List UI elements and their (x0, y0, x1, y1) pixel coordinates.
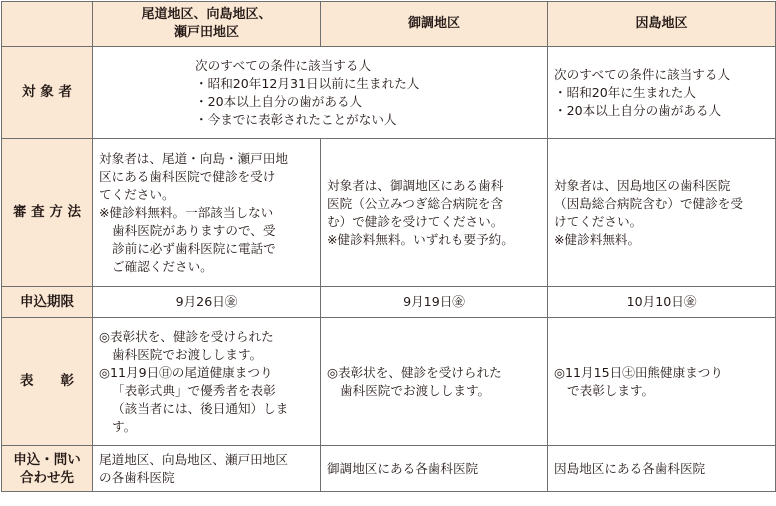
target-line: ・昭和20年に生まれた人 (554, 84, 696, 100)
award-line: ◎表彰状を、健診を受けられた (99, 328, 274, 344)
row-label-award (2, 318, 93, 446)
method-line: ご確認ください。 (112, 258, 213, 274)
method-line: 診前に必ず歯科医院に電話で (112, 240, 276, 256)
method-line: てください。 (99, 186, 175, 202)
row-label-target-text: 対 象 者 (22, 84, 72, 100)
target-line: ・20本以上自分の歯がある人 (195, 93, 363, 109)
col-header-onomichi-line2: 瀬戸田地区 (173, 25, 239, 40)
method-line: 医院（公立みつぎ総合病院を含 (327, 195, 504, 211)
col-header-onomichi-line1: 尾道地区、向島地区、 (141, 7, 272, 22)
target-line: ・20本以上自分の歯がある人 (554, 102, 722, 118)
award-mitsugi-cell (321, 318, 548, 446)
row-label-method (2, 139, 93, 287)
award-line: ◎11月9日㊐の尾道健康まつり (99, 364, 273, 380)
method-line: 区にある歯科医院で健診を受け (99, 168, 276, 184)
contact-onomichi-cell (93, 446, 321, 492)
method-line: けてください。 (554, 213, 643, 229)
method-mitsugi-cell (321, 139, 548, 287)
method-line: ※健診料無料。いずれも要予約。 (327, 231, 514, 247)
row-label-target (2, 47, 93, 139)
method-innoshima-cell (548, 139, 776, 287)
award-line: （該当者には、後日通知）しま (112, 400, 289, 416)
award-line: ◎表彰状を、健診を受けられた (327, 364, 502, 380)
target-line: 次のすべての条件に該当する人 (554, 66, 731, 82)
method-line: ※健診料無料。一部該当しない (99, 204, 274, 220)
target-merged-cell (93, 47, 548, 139)
method-line: 歯科医院がありますので、受 (112, 222, 276, 238)
deadline-mitsugi: 9月19日㊎ (321, 287, 548, 318)
method-line: ※健診料無料。 (554, 231, 641, 247)
contact-mitsugi-cell: 御調地区にある各歯科医院 (321, 446, 548, 492)
award-line: 歯科医院でお渡しします。 (340, 382, 491, 398)
row-label-contact (2, 446, 93, 492)
award-line: ◎11月15日㊏田熊健康まつり (554, 364, 723, 380)
info-table (1, 1, 776, 492)
contact-line: 尾道地区、向島地区、瀬戸田地区 (99, 451, 288, 467)
award-line: で表彰します。 (567, 382, 655, 398)
target-line: ・今までに表彰されたことがない人 (195, 111, 397, 127)
award-line: 「表彰式典」で優秀者を表彰 (112, 382, 276, 398)
col-header-onomichi (93, 2, 321, 47)
method-line: む）で健診を受けてください。 (327, 213, 504, 229)
row-label-contact-line2: 合わせ先 (20, 469, 74, 486)
header-row (2, 2, 776, 47)
award-line: 歯科医院でお渡しします。 (112, 346, 263, 362)
row-label-award-text: 表 彰 (20, 373, 74, 389)
award-onomichi-cell (93, 318, 321, 446)
method-row (2, 139, 776, 287)
contact-line: の各歯科医院 (99, 469, 175, 485)
deadline-row (2, 287, 776, 318)
method-line: 対象者は、御調地区にある歯科 (327, 177, 504, 193)
contact-row (2, 446, 776, 492)
method-line: （因島総合病院含む）で健診を受 (554, 195, 743, 211)
method-onomichi-cell (93, 139, 321, 287)
target-innoshima-cell (548, 47, 776, 139)
award-innoshima-cell (548, 318, 776, 446)
col-header-innoshima: 因島地区 (548, 2, 776, 47)
row-label-method-text: 審 査 方 法 (12, 204, 82, 220)
row-label-contact-line1: 申込・問い (13, 451, 81, 468)
award-line: す。 (112, 418, 137, 434)
corner-cell (2, 2, 93, 47)
method-line: 対象者は、因島地区の歯科医院 (554, 177, 731, 193)
target-line: 次のすべての条件に該当する人 (195, 57, 372, 73)
deadline-innoshima: 10月10日㊎ (548, 287, 776, 318)
target-row (2, 47, 776, 139)
row-label-deadline (2, 287, 93, 318)
award-row (2, 318, 776, 446)
target-line: ・昭和20年12月31日以前に生まれた人 (195, 75, 420, 91)
col-header-mitsugi: 御調地区 (321, 2, 548, 47)
method-line: 対象者は、尾道・向島・瀬戸田地 (99, 150, 288, 166)
row-label-deadline-text: 申込期限 (20, 293, 74, 310)
contact-innoshima-cell: 因島地区にある各歯科医院 (548, 446, 776, 492)
deadline-onomichi: 9月26日㊎ (93, 287, 321, 318)
